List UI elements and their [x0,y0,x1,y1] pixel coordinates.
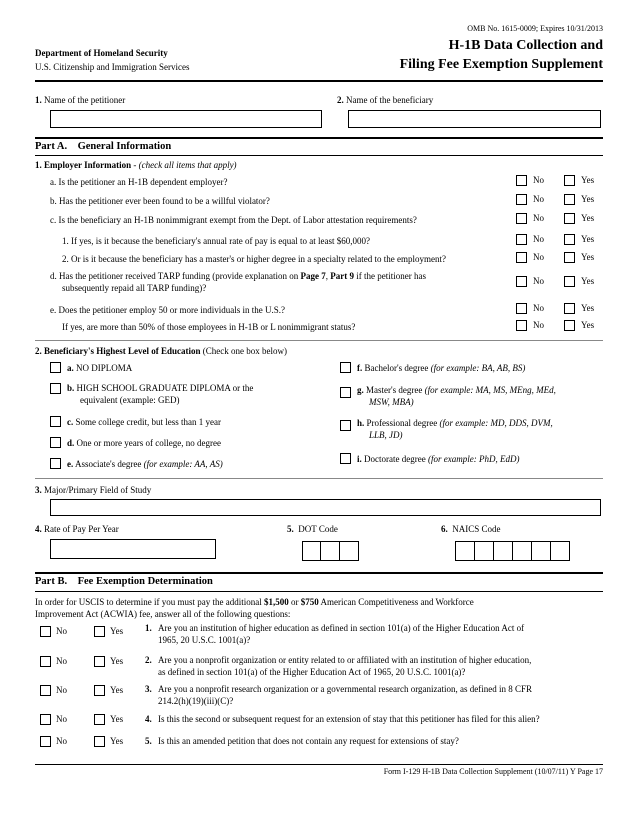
dot-code-digit-3[interactable] [339,541,359,561]
pb-q5-yes-label: Yes [110,736,124,746]
edu-e-checkbox[interactable] [50,458,61,469]
pb-q4-no-label: No [56,714,67,724]
pb-q5-yes-checkbox[interactable] [94,736,105,747]
q1d-no-label: No [533,276,544,286]
q1c-no-checkbox[interactable] [516,213,527,224]
q1d-no-checkbox[interactable] [516,276,527,287]
edu-b-checkbox[interactable] [50,383,61,394]
q1e-yes-label: Yes [581,303,595,313]
naics-code-digit-1[interactable] [455,541,475,561]
q1c-no-label: No [533,213,544,223]
q1e-sub-yes-checkbox[interactable] [564,320,575,331]
q1e-sub-text: If yes, are more than 50% of those employees in H-1B or L nonimmigrant status? [62,322,356,332]
edu-a-label: a. NO DIPLOMA [67,363,133,373]
q1a-text: a. Is the petitioner an H-1B dependent employer? [50,177,228,187]
q1c-text: c. Is the beneficiary an H-1B nonimmigrant exempt from the Dept. of Labor attestation requirements? [50,215,417,225]
edu-g-checkbox[interactable] [340,387,351,398]
pb-q4-number: 4. [145,714,152,724]
naics-code-digit-4[interactable] [512,541,532,561]
rate-of-pay-label: 4. Rate of Pay Per Year [35,524,119,534]
edu-f-checkbox[interactable] [340,362,351,373]
pb-q3-no-checkbox[interactable] [40,685,51,696]
q1c2-yes-label: Yes [581,252,595,262]
q1c2-yes-checkbox[interactable] [564,252,575,263]
q1e-no-checkbox[interactable] [516,303,527,314]
pb-q3-yes-checkbox[interactable] [94,685,105,696]
q1b-yes-label: Yes [581,194,595,204]
pb-q1-text-line1: Are you an institution of higher education as defined in section 101(a) of the Higher Education Act of [158,623,525,633]
q1d-text-line2: subsequently repaid all TARP funding)? [62,283,207,293]
part-b-subrule [35,591,603,592]
pb-q3-no-label: No [56,685,67,695]
pb-q2-yes-checkbox[interactable] [94,656,105,667]
part-a-rule [35,137,603,139]
beneficiary-label: 2. Name of the beneficiary [337,95,434,105]
q1c2-no-checkbox[interactable] [516,252,527,263]
edu-c-label: c. Some college credit, but less than 1 year [67,417,221,427]
rate-of-pay-input[interactable] [50,539,216,559]
edu-c-checkbox[interactable] [50,416,61,427]
omb-number: OMB No. 1615-0009; Expires 10/31/2013 [467,24,603,33]
dot-code-label: 5. DOT Code [287,524,338,534]
major-field-label: 3. Major/Primary Field of Study [35,485,152,495]
q1d-yes-checkbox[interactable] [564,276,575,287]
q1b-no-checkbox[interactable] [516,194,527,205]
edu-e-label: e. Associate's degree (for example: AA, AS) [67,459,223,469]
q1e-sub-no-checkbox[interactable] [516,320,527,331]
dot-code-digit-1[interactable] [302,541,321,561]
pb-q4-no-checkbox[interactable] [40,714,51,725]
petitioner-label: 1. Name of the petitioner [35,95,126,105]
employer-info-heading: 1. Employer Information - (check all items that apply) [35,160,237,170]
pb-q1-yes-label: Yes [110,626,124,636]
q1c1-no-checkbox[interactable] [516,234,527,245]
q1c1-yes-label: Yes [581,234,595,244]
pb-q1-no-label: No [56,626,67,636]
edu-h-label: h. Professional degree (for example: MD, DDS, DVM, [357,418,553,428]
q1c1-yes-checkbox[interactable] [564,234,575,245]
q1c2-text: 2. Or is it because the beneficiary has a master's or higher degree in a specialty related to the employment? [62,254,446,264]
q1d-yes-label: Yes [581,276,595,286]
q1c-yes-label: Yes [581,213,595,223]
form-title-line2: Filing Fee Exemption Supplement [399,57,603,72]
pb-q5-no-label: No [56,736,67,746]
pb-q2-yes-label: Yes [110,656,124,666]
agency-name: U.S. Citizenship and Immigration Services [35,62,190,72]
edu-h-label-line2: LLB, JD) [369,430,403,440]
q1a-no-label: No [533,175,544,185]
q1b-yes-checkbox[interactable] [564,194,575,205]
major-field-input[interactable] [50,499,601,516]
pb-q2-text-line1: Are you a nonprofit organization or entity related to or affiliated with an institution of higher education, [158,655,532,665]
edu-i-label: i. Doctorate degree (for example: PhD, EdD) [357,454,520,464]
part-b-intro-line2: Improvement Act (ACWIA) fee, answer all of the following questions: [35,609,291,619]
q1b-no-label: No [533,194,544,204]
naics-code-digit-2[interactable] [474,541,494,561]
pb-q5-text: Is this an amended petition that does not contain any request for extensions of stay? [158,736,459,746]
q1b-text: b. Has the petitioner ever been found to be a willful violator? [50,196,270,206]
q1d-text-line1: d. Has the petitioner received TARP funding (provide explanation on Page 7, Part 9 if the petitioner has [50,271,426,281]
pb-q3-text-line1: Are you a nonprofit research organization or a governmental research organization, as defined in 8 CFR [158,684,533,694]
q1e-text: e. Does the petitioner employ 50 or more individuals in the U.S.? [50,305,285,315]
q1c2-no-label: No [533,252,544,262]
pb-q2-no-label: No [56,656,67,666]
petitioner-name-field[interactable] [50,110,322,128]
beneficiary-name-field[interactable] [348,110,601,128]
edu-b-label: b. HIGH SCHOOL GRADUATE DIPLOMA or the [67,383,254,393]
footer-text: Form I-129 H-1B Data Collection Supplement (10/07/11) Y Page 17 [383,767,603,776]
edu-a-checkbox[interactable] [50,362,61,373]
pb-q1-text-line2: 1965, 20 U.S.C. 1001(a)? [158,635,251,645]
pb-q1-yes-checkbox[interactable] [94,626,105,637]
pb-q5-number: 5. [145,736,152,746]
pb-q3-number: 3. [145,684,152,694]
q1c1-no-label: No [533,234,544,244]
q1c-yes-checkbox[interactable] [564,213,575,224]
edu-g-label-line2: MSW, MBA) [369,397,414,407]
footer-rule [35,764,603,765]
part-b-heading: Part B. Fee Exemption Determination [35,576,213,587]
part-b-intro-line1: In order for USCIS to determine if you must pay the additional $1,500 or $750 American Competitiveness and Workforce [35,597,474,607]
department-name: Department of Homeland Security [35,48,168,58]
edu-b-label-line2: equivalent (example: GED) [80,395,180,405]
naics-code-digit-3[interactable] [493,541,513,561]
pb-q3-yes-label: Yes [110,685,124,695]
pb-q5-no-checkbox[interactable] [40,736,51,747]
pb-q1-number: 1. [145,623,152,633]
pb-q2-text-line2: as defined in section 101(a) of the Higher Education Act of 1965, 20 U.S.C. 1001(a)? [158,667,466,677]
q1a-yes-checkbox[interactable] [564,175,575,186]
edu-f-label: f. Bachelor's degree (for example: BA, AB, BS) [357,363,526,373]
pb-q4-yes-label: Yes [110,714,124,724]
naics-code-label: 6. NAICS Code [441,524,501,534]
education-end-rule [35,478,603,479]
q1c1-text: 1. If yes, is it because the beneficiary's annual rate of pay is equal to at least $60,000? [62,236,371,246]
form-title-line1: H-1B Data Collection and [448,38,603,53]
edu-g-label: g. Master's degree (for example: MA, MS, MEng, MEd, [357,385,556,395]
pb-q3-text-line2: 214.2(h)(19)(iii)(C)? [158,696,234,706]
pb-q1-no-checkbox[interactable] [40,626,51,637]
q1a-no-checkbox[interactable] [516,175,527,186]
q1e-yes-checkbox[interactable] [564,303,575,314]
edu-d-checkbox[interactable] [50,437,61,448]
edu-h-checkbox[interactable] [340,420,351,431]
q1a-yes-label: Yes [581,175,595,185]
pb-q4-text: Is this the second or subsequent request for an extension of stay that this petitioner has filed for this alien? [158,714,540,724]
q1-end-rule [35,340,603,341]
pb-q2-number: 2. [145,655,152,665]
pb-q2-no-checkbox[interactable] [40,656,51,667]
dot-code-digit-2[interactable] [320,541,340,561]
part-a-heading: Part A. General Information [35,141,172,152]
naics-code-digit-6[interactable] [550,541,570,561]
education-heading: 2. Beneficiary's Highest Level of Education (Check one box below) [35,346,287,356]
q1e-sub-no-label: No [533,320,544,330]
part-b-rule [35,572,603,574]
edu-i-checkbox[interactable] [340,453,351,464]
q1e-no-label: No [533,303,544,313]
edu-d-label: d. One or more years of college, no degree [67,438,221,448]
part-a-subrule [35,155,603,156]
naics-code-digit-5[interactable] [531,541,551,561]
q1e-sub-yes-label: Yes [581,320,595,330]
header-rule [35,80,603,82]
pb-q4-yes-checkbox[interactable] [94,714,105,725]
